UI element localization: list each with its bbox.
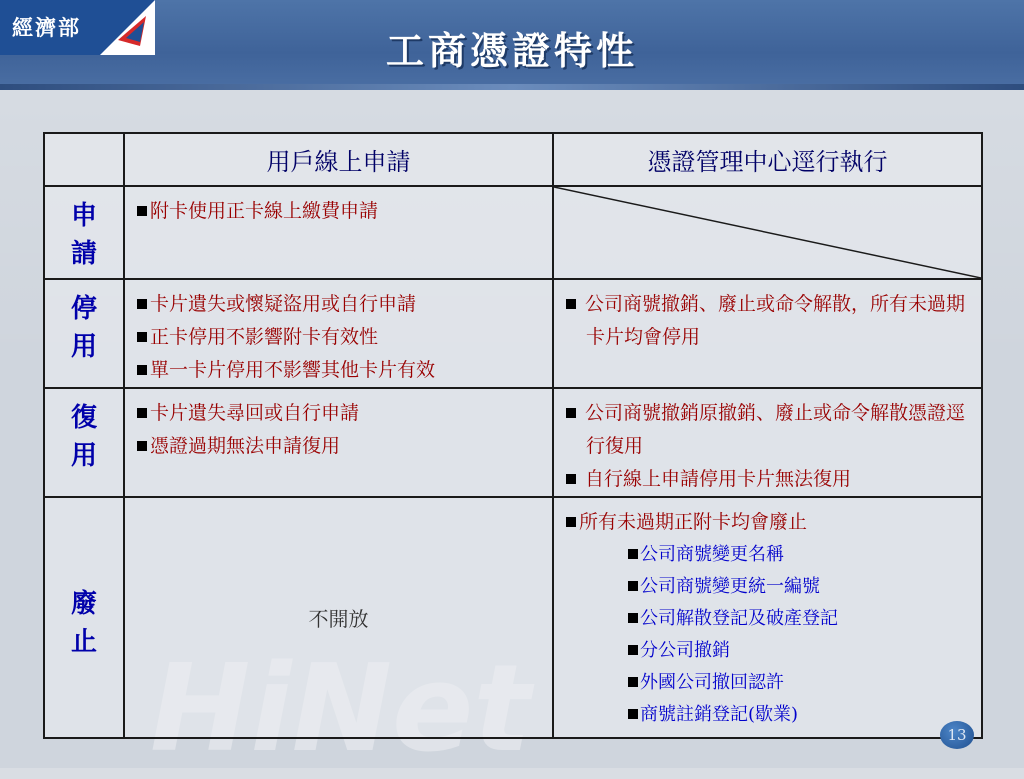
resume-user-cell — [124, 388, 553, 497]
header-center-exec: 憑證管理中心逕行執行 — [553, 133, 982, 186]
table-row-resume — [44, 388, 982, 497]
slide-title: 工商憑證特性 — [385, 28, 638, 73]
table-row-apply — [44, 186, 982, 279]
certificate-feature-table — [43, 132, 983, 739]
sub-list-item: 商號註銷登記(歇業) — [566, 699, 971, 731]
row-label-suspend: 停用 — [44, 279, 124, 388]
logo-text: 經濟部 — [12, 16, 81, 40]
list-item: 公司商號撤銷原撤銷、廢止或命令解散憑證逕行復用 — [566, 397, 971, 463]
diagonal-line — [554, 187, 981, 278]
bullet-square-icon — [137, 365, 147, 375]
suspend-user-cell — [124, 279, 553, 388]
page-number-badge: 13 — [940, 721, 974, 749]
list-item: 自行線上申請停用卡片無法復用 — [566, 463, 971, 496]
list-item: 公司商號撤銷、廢止或命令解散，所有未過期卡片均會停用 — [566, 288, 971, 354]
bullet-square-icon — [628, 613, 638, 623]
bullet-square-icon — [137, 206, 147, 216]
apply-user-cell — [124, 186, 553, 279]
list-item: 卡片遺失或懷疑盜用或自行申請 — [137, 288, 542, 321]
bullet-square-icon — [566, 299, 576, 309]
header-user-online: 用戶線上申請 — [124, 133, 553, 186]
sub-list-item: 分公司撤銷 — [566, 635, 971, 667]
table-row-revoke — [44, 497, 982, 738]
apply-center-cell-empty — [553, 186, 982, 279]
list-item: 正卡停用不影響附卡有效性 — [137, 321, 542, 354]
bullet-square-icon — [137, 299, 147, 309]
row-label-resume: 復用 — [44, 388, 124, 497]
row-label-revoke: 廢止 — [44, 497, 124, 738]
table-row-suspend — [44, 279, 982, 388]
bullet-square-icon — [628, 709, 638, 719]
sub-list-item: 外國公司撤回認許 — [566, 667, 971, 699]
header-corner — [44, 133, 124, 186]
sub-list-item: 公司商號變更統一編號 — [566, 571, 971, 603]
revoke-center-cell — [553, 497, 982, 738]
bullet-square-icon — [137, 408, 147, 418]
list-item: 單一卡片停用不影響其他卡片有效 — [137, 354, 542, 387]
sub-list-item: 公司商號變更名稱 — [566, 539, 971, 571]
bullet-square-icon — [628, 677, 638, 687]
bullet-square-icon — [628, 549, 638, 559]
list-item: 憑證過期無法申請復用 — [137, 430, 542, 463]
suspend-center-cell — [553, 279, 982, 388]
table-header-row — [44, 133, 982, 186]
bullet-square-icon — [628, 581, 638, 591]
bullet-square-icon — [137, 441, 147, 451]
revoke-user-cell: 不開放 — [124, 497, 553, 738]
list-item: 所有未過期正附卡均會廢止 — [566, 506, 971, 539]
list-item: 附卡使用正卡線上繳費申請 — [137, 195, 542, 228]
bullet-square-icon — [628, 645, 638, 655]
bullet-square-icon — [566, 517, 576, 527]
bullet-square-icon — [566, 474, 576, 484]
row-label-apply: 申請 — [44, 186, 124, 279]
list-item: 卡片遺失尋回或自行申請 — [137, 397, 542, 430]
bullet-square-icon — [137, 332, 147, 342]
resume-center-cell — [553, 388, 982, 497]
bullet-square-icon — [566, 408, 576, 418]
sub-list-item: 公司解散登記及破產登記 — [566, 603, 971, 635]
